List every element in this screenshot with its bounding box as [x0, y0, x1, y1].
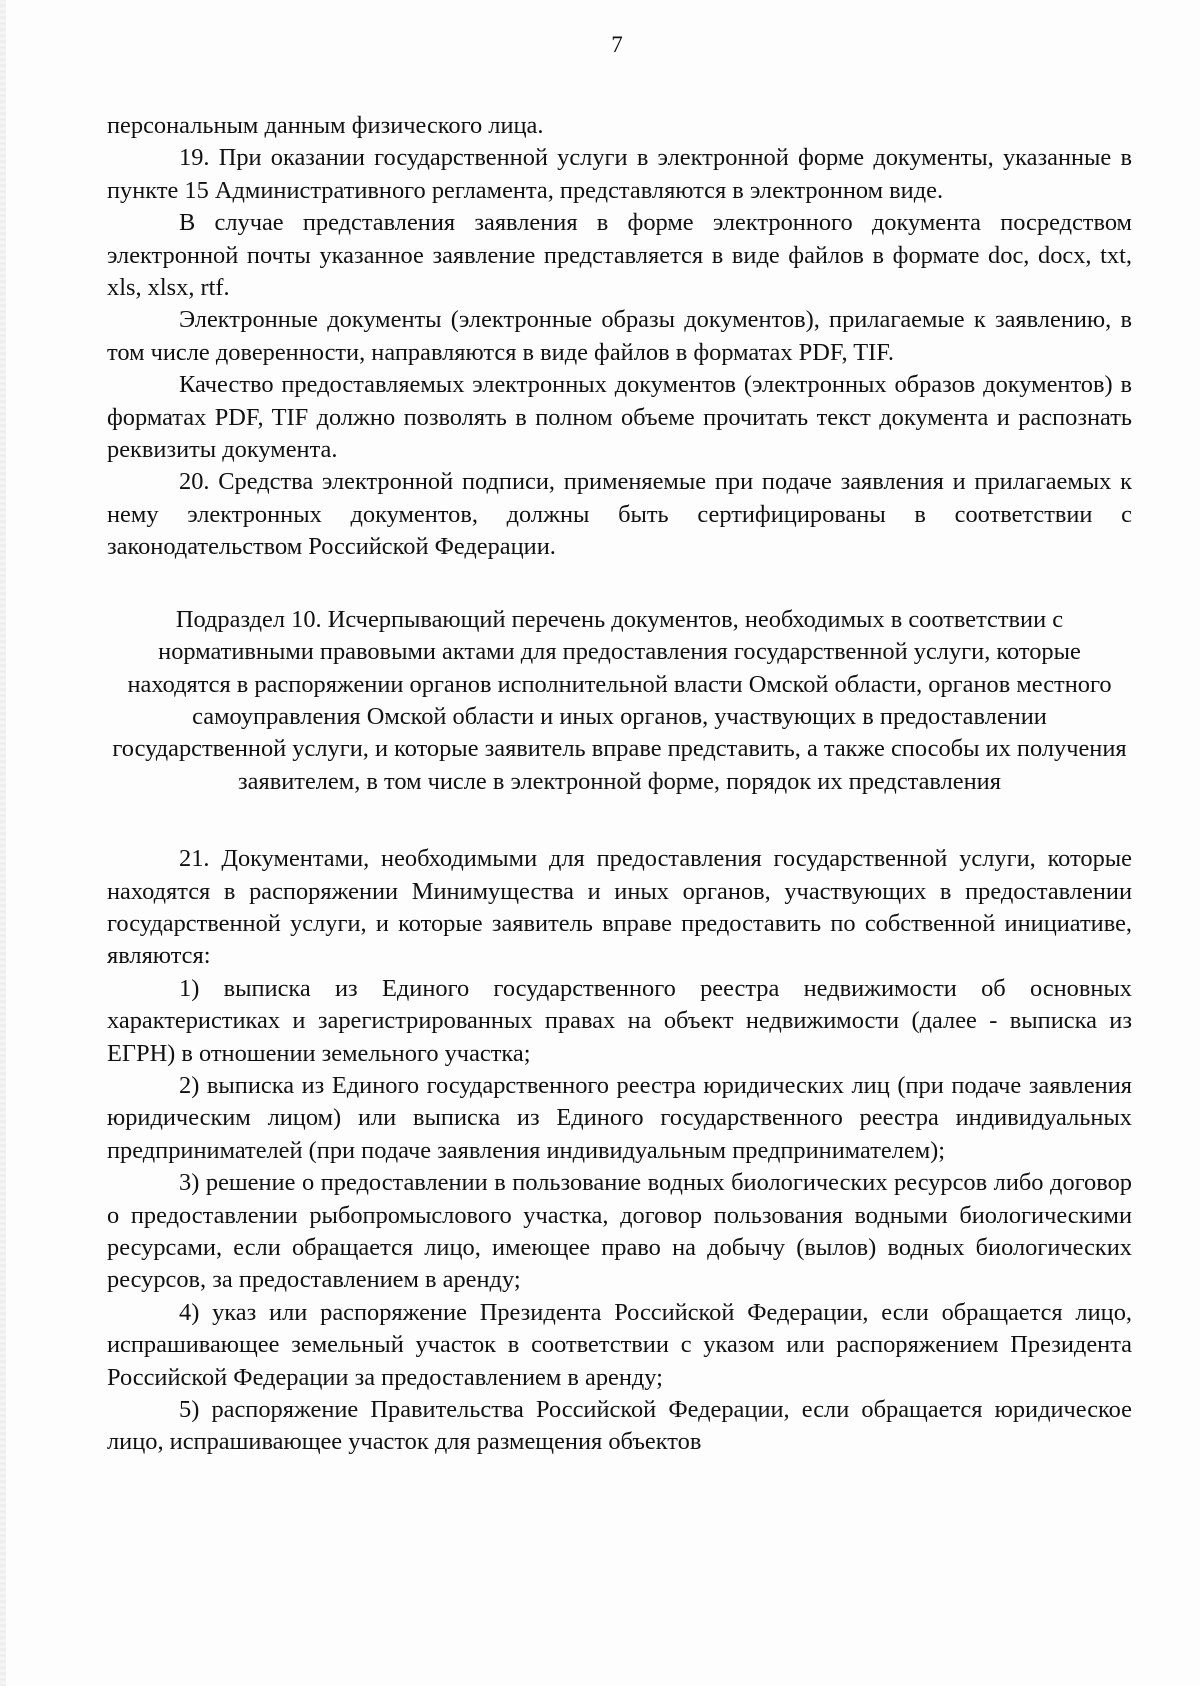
paragraph-email-formats: В случае представления заявления в форме электронного документа посредством электронной почты указанное заявление представляется в виде файлов в формате doc, docx, txt, xls, xlsx, rtf.: [107, 209, 1132, 302]
scan-edge: [0, 0, 6, 1686]
list-item-4: 4) указ или распоряжение Президента Российской Федерации, если обращается лицо, испрашивающее земельный участок в соответствии с указом или распоряжением Президента Российской Федерации за предоставлением в аренду;: [107, 1298, 1132, 1391]
paragraph-21: 21. Документами, необходимыми для предоставления государственной услуги, которые находятся в распоряжении Минимущества и иных органов, участвующих в предоставлении государственной услуги, и которые заявитель вправе предоставить по собственной инициативе, являются:: [107, 845, 1132, 970]
list-item-2: 2) выписка из Единого государственного реестра юридических лиц (при подаче заявления юридическим лицом) или выписка из Единого государственного реестра индивидуальных предпринимателей (при подаче заявления индивидуальным предпринимателем);: [107, 1071, 1132, 1164]
paragraph-continuation: персональным данным физического лица.: [107, 112, 544, 139]
page-number: 7: [611, 32, 623, 57]
list-item-5: 5) распоряжение Правительства Российской Федерации, если обращается юридическое лицо, испрашивающее участок для размещения объектов: [107, 1396, 1132, 1456]
paragraph-19: 19. При оказании государственной услуги в электронной форме документы, указанные в пункте 15 Административного регламента, представляются в электронном виде.: [107, 144, 1132, 204]
list-item-3: 3) решение о предоставлении в пользование водных биологических ресурсов либо договор о предоставлении рыбопромыслового участка, договор пользования водными биологическими ресурсами, если обращается лицо, имеющее право на добычу (вылов) водных биологических ресурсов, за предоставлением в аренду;: [107, 1169, 1132, 1294]
paragraph-20: 20. Средства электронной подписи, применяемые при подаче заявления и прилагаемых к нему электронных документов, должны быть сертифицированы в соответствии с законодательством Российской Федерации.: [107, 468, 1132, 561]
subsection-heading: Подраздел 10. Исчерпывающий перечень документов, необходимых в соответствии с нормативными правовыми актами для предоставления государственной услуги, которые находятся в распоряжении органов исполнительной власти Омской области, органов местного самоуправления Омской области и иных органов, участвующих в предоставлении государственной услуги, и которые заявитель вправе представить, а также способы их получения заявителем, в том числе в электронной форме, порядок их представления: [112, 605, 1127, 795]
paragraph-electronic-documents: Электронные документы (электронные образы документов), прилагаемые к заявлению, в том числе доверенности, направляются в виде файлов в форматах PDF, TIF.: [107, 306, 1132, 366]
document-body: [107, 110, 1132, 1459]
paragraph-document-quality: Качество предоставляемых электронных документов (электронных образов документов) в форматах PDF, TIF должно позволять в полном объеме прочитать текст документа и распознать реквизиты документа.: [107, 371, 1132, 464]
list-item-1: 1) выписка из Единого государственного реестра недвижимости об основных характеристиках и зарегистрированных правах на объект недвижимости (далее - выписка из ЕГРН) в отношении земельного участка;: [107, 974, 1132, 1067]
